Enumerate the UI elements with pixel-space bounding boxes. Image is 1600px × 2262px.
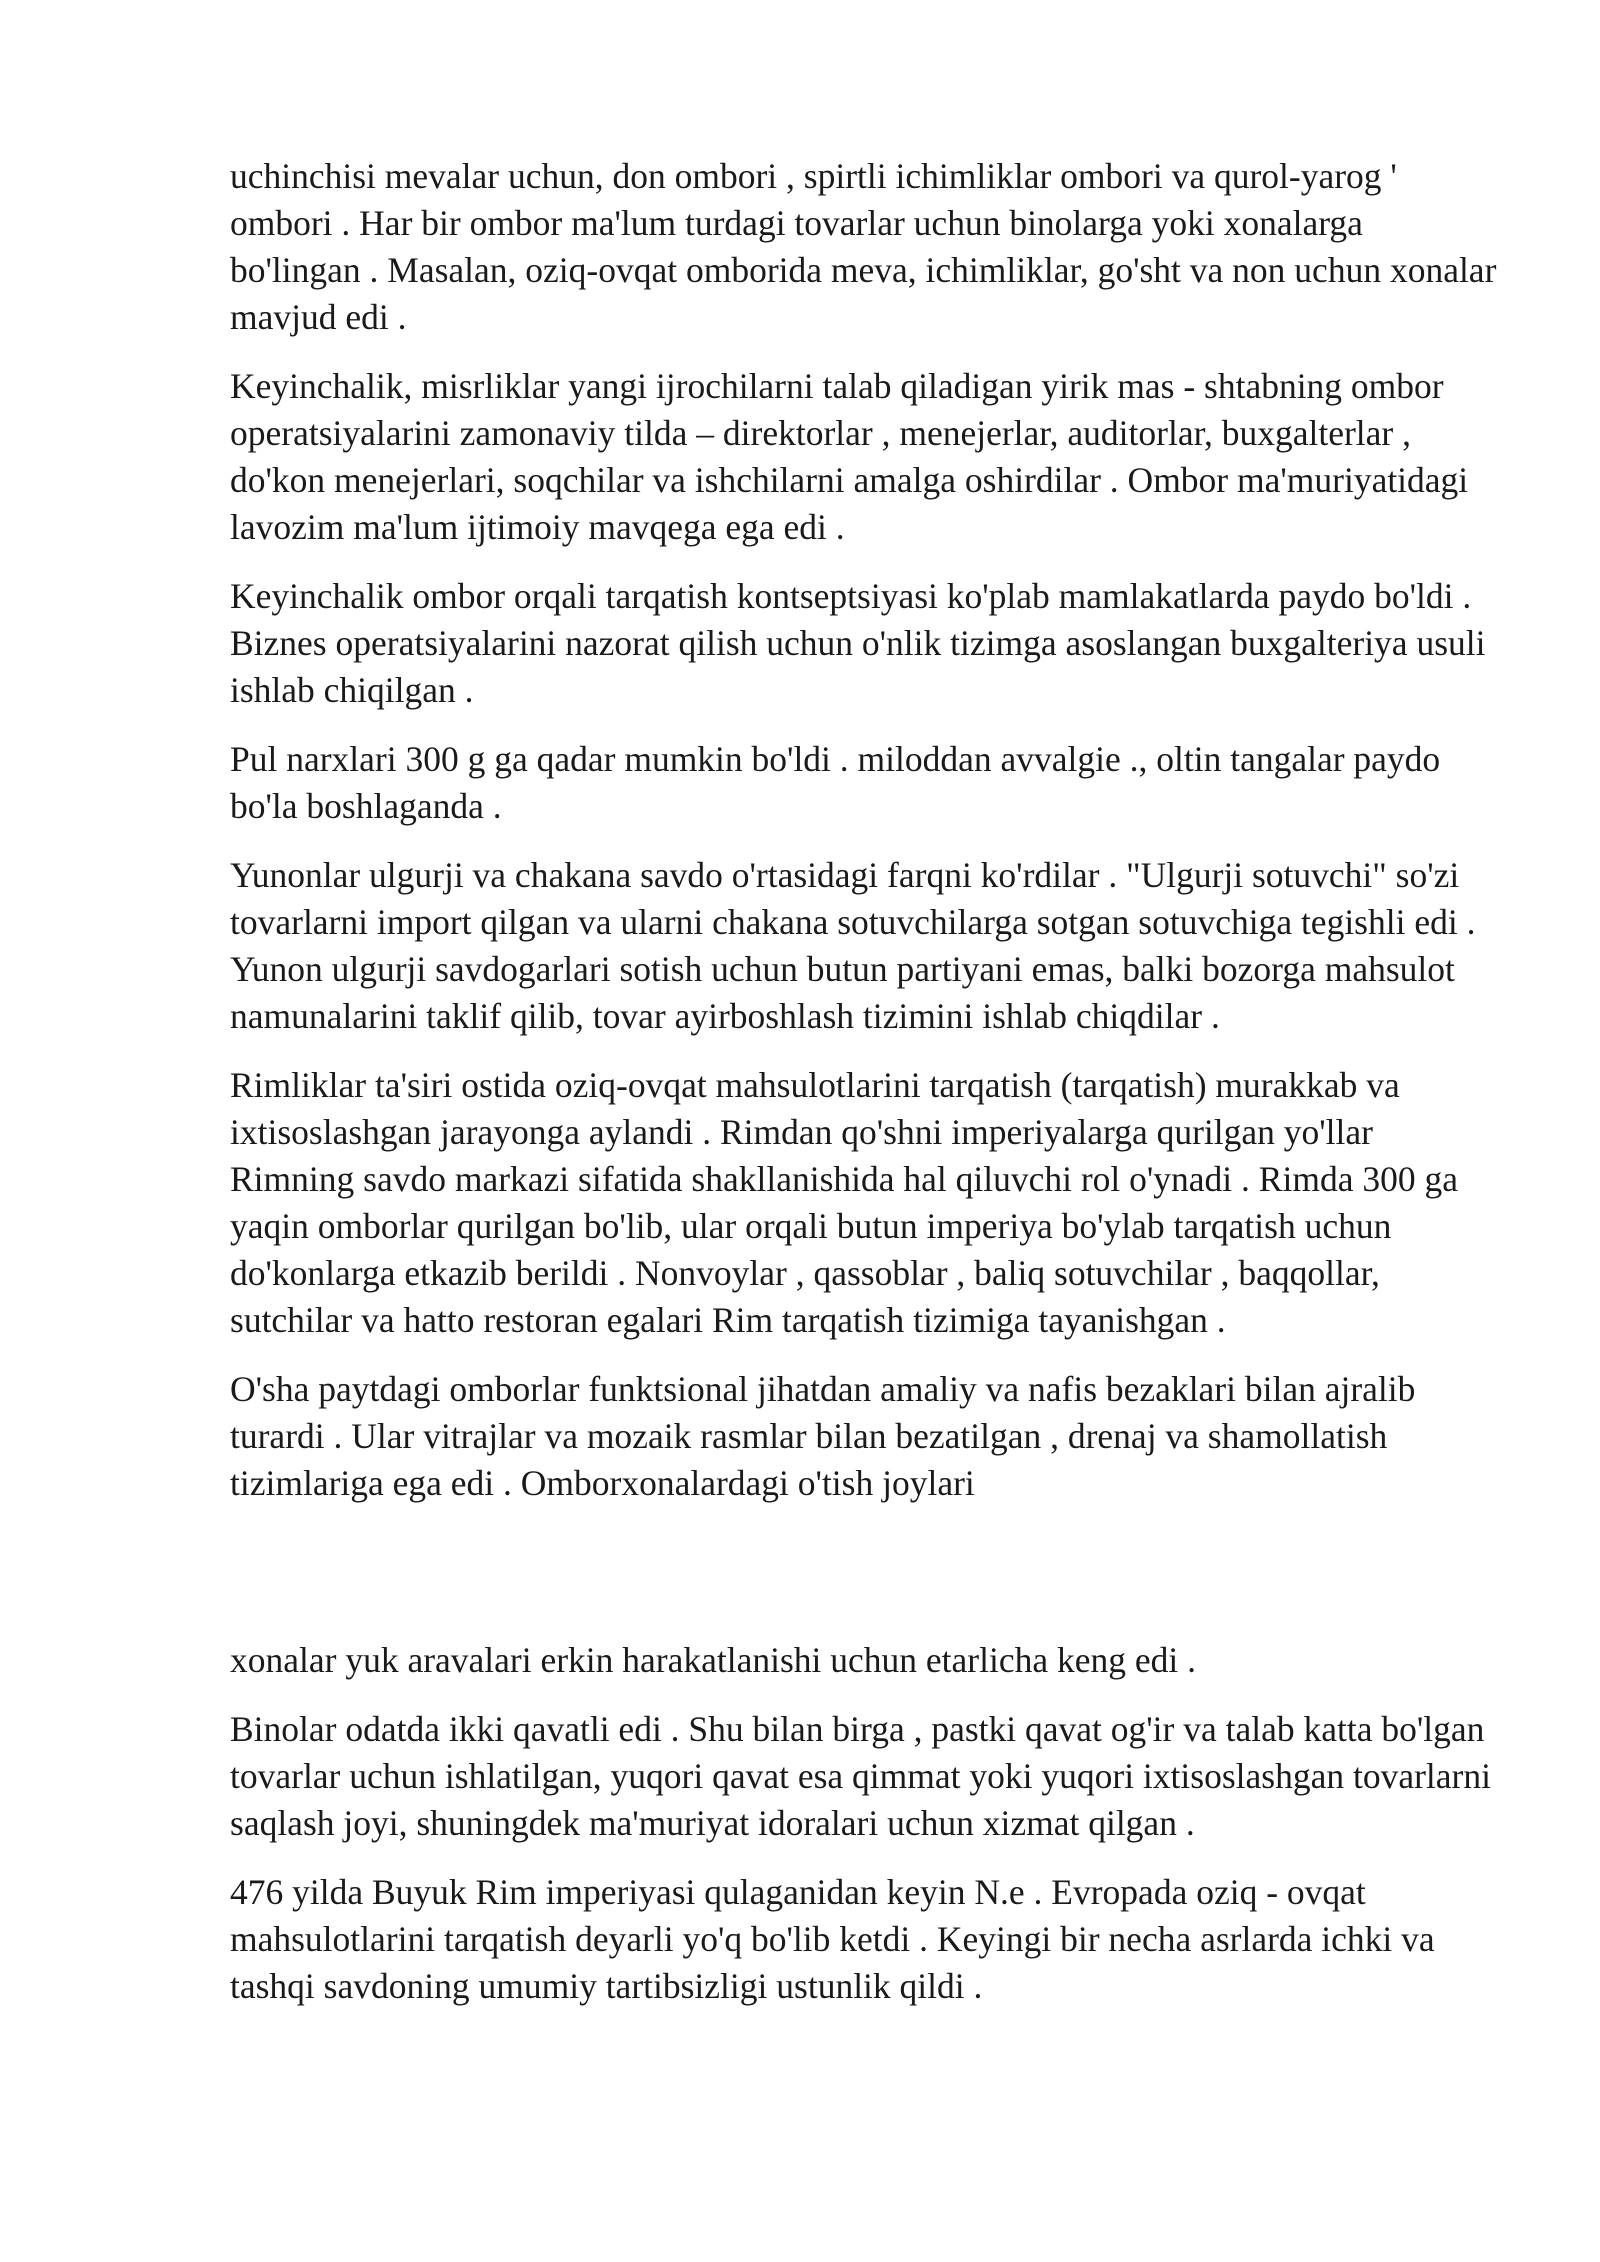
paragraph: Keyinchalik ombor orqali tarqatish kontseptsiyasi ko'plab mamlakatlarda paydo bo'ldi . Biznes operatsiyalarini nazorat qilish uchun o'nlik tizimga asoslangan buxgalteriya usuli ishlab chiqilgan . [230,576,1486,710]
paragraph: Yunonlar ulgurji va chakana savdo o'rtasidagi farqni ko'rdilar . "Ulgurji sotuvchi" so'zi tovarlarni import qilgan va ularni chakana sotuvchilarga sotgan sotuvchiga tegishli edi . Yunon ulgurji savdogarlari sotish uchun butun partiyani emas, balki bozorga mahsulot namunalarini taklif qilib, tovar ayirboshlash tizimini ishlab chiqdilar . [230,855,1476,1036]
paragraph: xonalar yuk aravalari erkin harakatlanishi uchun etarlicha keng edi . [230,1640,1196,1680]
paragraph: O'sha paytdagi omborlar funktsional jihatdan amaliy va nafis bezaklari bilan ajralib turardi . Ular vitrajlar va mozaik rasmlar bilan bezatilgan , drenaj va shamollatish tizimlariga ega edi . Omborxonalardagi o'tish joylari [230,1369,1416,1503]
paragraph: Rimliklar ta'siri ostida oziq-ovqat mahsulotlarini tarqatish (tarqatish) murakkab va ixtisoslashgan jarayonga aylandi . Rimdan qo'shni imperiyalarga qurilgan yo'llar Rimning savdo markazi sifatida shakllanishida hal qiluvchi rol o'ynadi . Rimda 300 ga yaqin omborlar qurilgan bo'lib, ular orqali butun imperiya bo'ylab tarqatish uchun do'konlarga etkazib berildi . Nonvoylar , qassoblar , baliq sotuvchilar , baqqollar, sutchilar va hatto restoran egalari Rim tarqatish tizimiga tayanishgan . [230,1065,1458,1340]
text-block-top [230,153,1500,1529]
paragraph: 476 yilda Buyuk Rim imperiyasi qulaganidan keyin N.e . Evropada oziq - ovqat mahsulotlarini tarqatish deyarli yo'q bo'lib ketdi . Keyingi bir necha asrlarda ichki va tashqi savdoning umumiy tartibsizligi ustunlik qildi . [230,1872,1435,2006]
paragraph: uchinchisi mevalar uchun, don ombori , spirtli ichimliklar ombori va qurol-yarog ' ombori . Har bir ombor ma'lum turdagi tovarlar uchun binolarga yoki xonalarga bo'lingan . Masalan, oziq-ovqat omborida meva, ichimliklar, go'sht va non uchun xonalar mavjud edi . [230,156,1497,337]
paragraph: Keyinchalik, misrliklar yangi ijrochilarni talab qiladigan yirik mas - shtabning ombor operatsiyalarini zamonaviy tilda – direktorlar , menejerlar, auditorlar, buxgalterlar , do'kon menejerlari, soqchilar va ishchilarni amalga oshirdilar . Ombor ma'muriyatidagi lavozim ma'lum ijtimoiy mavqega ega edi . [230,366,1469,547]
paragraph: Binolar odatda ikki qavatli edi . Shu bilan birga , pastki qavat og'ir va talab katta bo'lgan tovarlar uchun ishlatilgan, yuqori qavat esa qimmat yoki yuqori ixtisoslashgan tovarlarni saqlash joyi, shuningdek ma'muriyat idoralari uchun xizmat qilgan . [230,1709,1491,1843]
text-block-bottom [230,1637,1500,2032]
paragraph: Pul narxlari 300 g ga qadar mumkin bo'ldi . miloddan avvalgie ., oltin tangalar paydo bo'la boshlaganda . [230,739,1441,826]
